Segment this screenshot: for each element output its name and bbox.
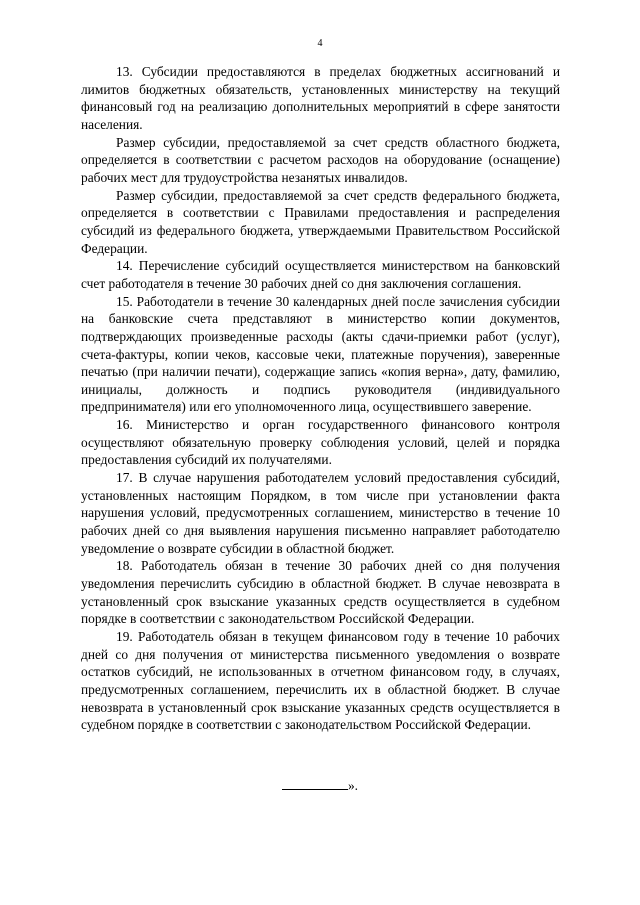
paragraph-18: 18. Работодатель обязан в течение 30 рабочих дней со дня получения уведомления перечислить субсидию в областной бюджет. В случае невозврата в установленный срок взыскание указанных средств осуществляется в судебном порядке в соответствии с законодательством Российской Федерации. [81,558,560,627]
document-body [81,63,560,734]
paragraph-17: 17. В случае нарушения работодателем условий предоставления субсидий, установленных настоящим Порядком, в том числе при установлении факта нарушения условий, предусмотренных соглашением, министерство в течение 10 рабочих дней со дня выявления нарушения письменно направляет работодателю уведомление о возврате субсидии в областной бюджет. [81,470,560,556]
paragraph-14: 14. Перечисление субсидий осуществляется министерством на банковский счет работодателя в течение 30 рабочих дней со дня заключения соглашения. [81,258,560,291]
paragraph-13: 13. Субсидии предоставляются в пределах бюджетных ассигнований и лимитов бюджетных обязательств, установленных министерству на текущий финансовый год на реализацию дополнительных мероприятий в сфере занятости населения. [81,64,560,132]
document-closing [0,776,640,794]
closing-mark: ». [347,778,359,793]
paragraph-16: 16. Министерство и орган государственного финансового контроля осуществляют обязательную проверку соблюдения условий, целей и порядка предоставления субсидий их получателями. [81,417,560,468]
paragraph-federal-subsidy-size: Размер субсидии, предоставляемой за счет средств федерального бюджета, определяется в соответствии с Правилами предоставления и распределения субсидий из федерального бюджета, утверждаемыми Правительством Российской Федерации. [81,187,560,256]
signature-line [282,776,348,790]
page-number: 4 [317,38,323,49]
paragraph-19: 19. Работодатель обязан в текущем финансовом году в течение 10 рабочих дней со дня получения от министерства письменного уведомления о возврате остатков субсидий, не использованных в отчетном финансовом году, в случаях, предусмотренных соглашением, перечислить их в областной бюджет. В случае невозврата в установленный срок взыскание указанных средств осуществляется в судебном порядке в соответствии с законодательством Российской Федерации. [81,629,560,733]
paragraph-15: 15. Работодатели в течение 30 календарных дней после зачисления субсидии на банковские счета представляют в министерство копии документов, подтверждающих произведенные расходы (акты сдачи-приемки работ (услуг), счета-фактуры, копии чеков, кассовые чеки, платежные поручения), заверенные печатью (при наличии печати), содержащие запись «копия верна», дату, фамилию, инициалы, должность и подпись руководителя (индивидуального предпринимателя) или его уполномоченного лица, осуществившего заверение. [81,293,560,415]
paragraph-regional-subsidy-size: Размер субсидии, предоставляемой за счет средств областного бюджета, определяется в соответствии с расчетом расходов на оборудование (оснащение) рабочих мест для трудоустройства незанятых инвалидов. [81,134,560,185]
